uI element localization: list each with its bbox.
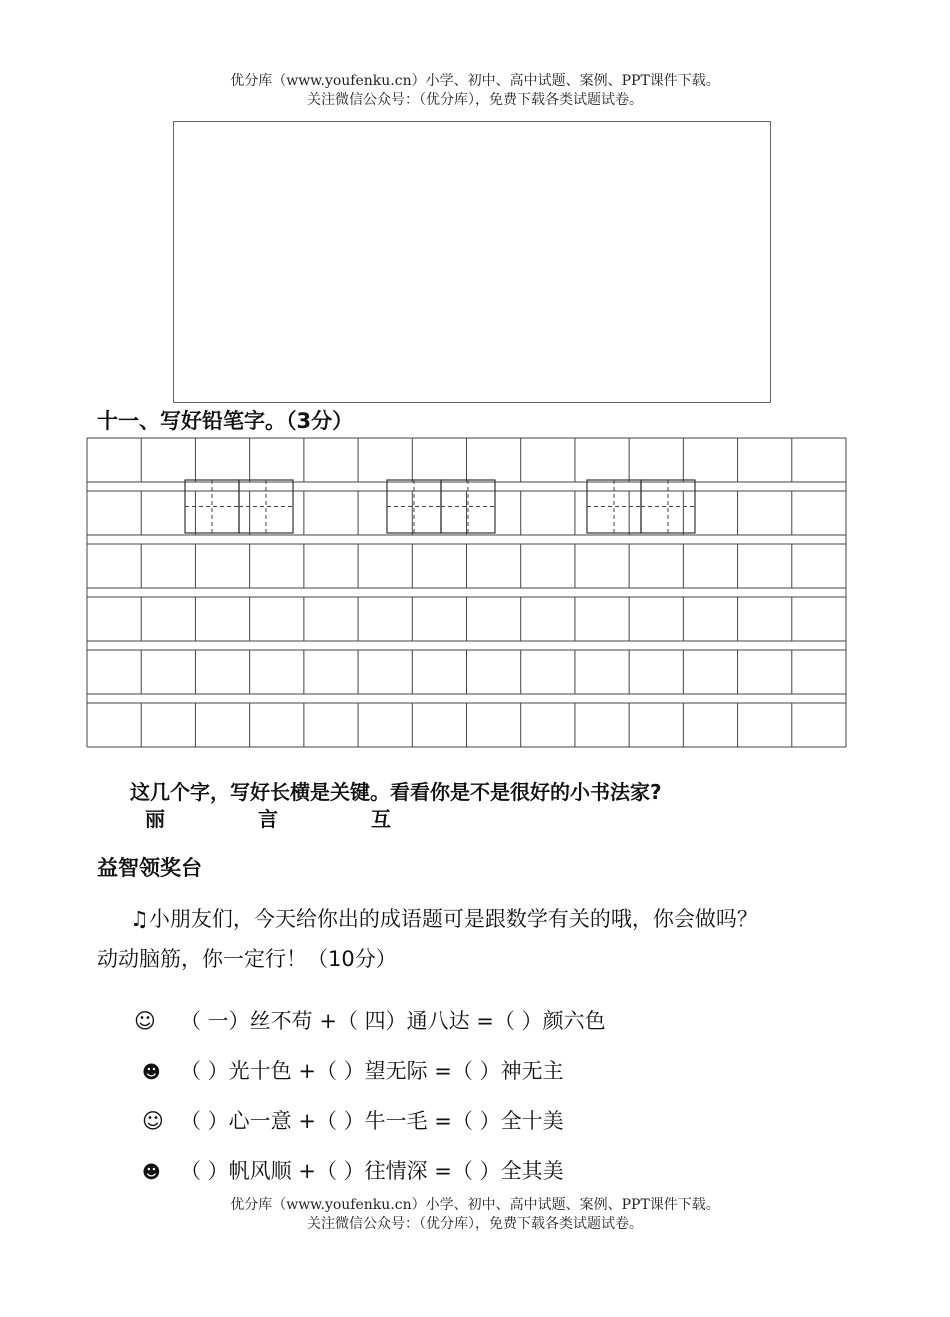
practice-char-2: 言 <box>258 807 278 831</box>
footer-line-1: 优分库（www.youfenku.cn）小学、初中、高中试题、案例、PPT课件下载。 <box>230 1197 720 1213</box>
practice-char-3: 互 <box>371 807 391 831</box>
smiley-icon: ☺ <box>134 1009 156 1033</box>
practice-char-1: 丽 <box>145 807 165 831</box>
puzzle-title: 益智领奖台 <box>97 856 202 880</box>
equation-1 <box>134 1005 606 1035</box>
equation-text: （ 一）丝不苟 +（ 四）通八达 =（ ）颜六色 <box>180 1009 606 1033</box>
smiley-icon: ☺ <box>142 1109 164 1133</box>
puzzle-intro-line-2: 动动脑筋，你一定行！（10分） <box>97 947 397 971</box>
equation-text: （ ）光十色 +（ ）望无际 =（ ）神无主 <box>180 1059 564 1083</box>
equation-2 <box>134 1055 564 1085</box>
equation-text: （ ）心一意 +（ ）牛一毛 =（ ）全十美 <box>180 1109 564 1133</box>
section-11-instruction: 这几个字，写好长横是关键。看看你是不是很好的小书法家? <box>130 780 662 804</box>
smiley-filled-icon: ☻ <box>142 1062 161 1083</box>
page-footer <box>0 1196 950 1234</box>
equation-4 <box>134 1155 564 1185</box>
equation-text: （ ）帆风顺 +（ ）往情深 =（ ）全其美 <box>180 1159 564 1183</box>
header-line-2: 关注微信公众号：（优分库），免费下载各类试题试卷。 <box>307 92 643 108</box>
smiley-filled-icon: ☻ <box>142 1162 161 1183</box>
equation-3 <box>134 1105 564 1135</box>
header-line-1: 优分库（www.youfenku.cn）小学、初中、高中试题、案例、PPT课件下载。 <box>230 73 720 89</box>
puzzle-intro-line-1: ♫小朋友们，今天给你出的成语题可是跟数学有关的哦，你会做吗？ <box>130 907 758 931</box>
footer-line-2: 关注微信公众号：（优分库），免费下载各类试题试卷。 <box>307 1216 643 1232</box>
section-11-title: 十一、写好铅笔字。（3分） <box>97 409 354 433</box>
